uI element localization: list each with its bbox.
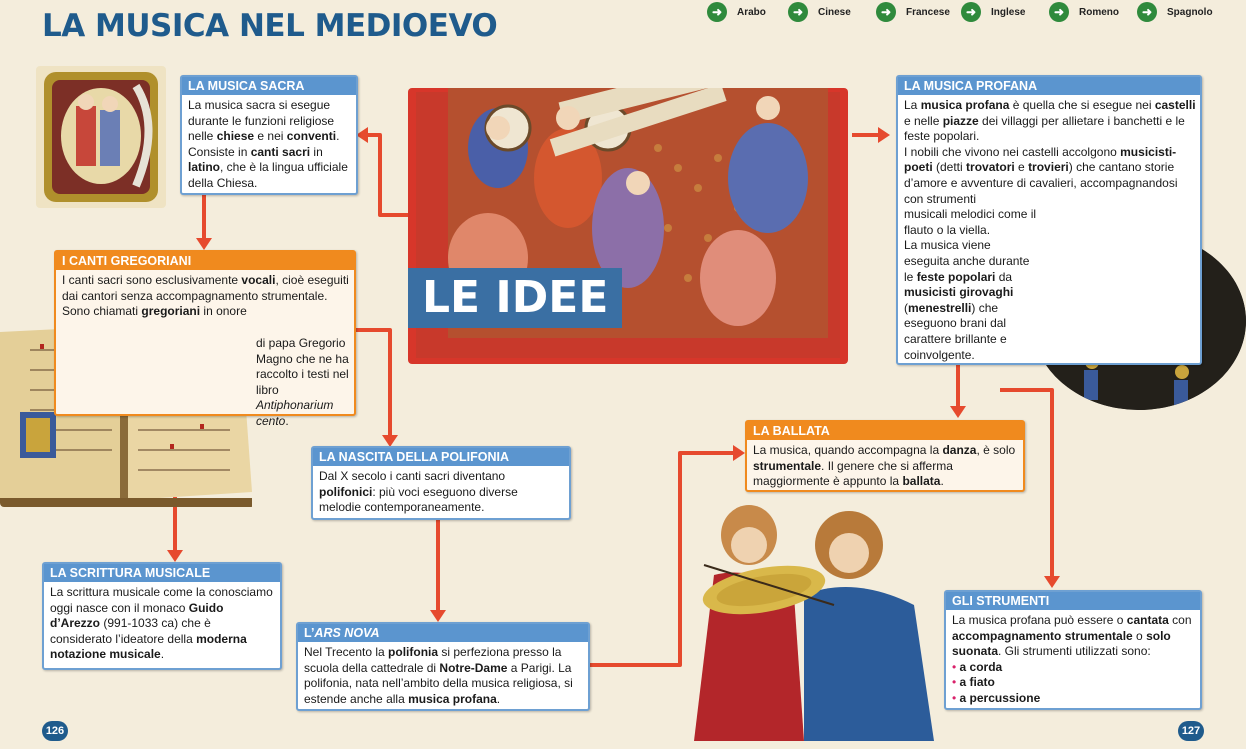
- box-text: La musica, quando accompagna la danza, è solo strumentale. Il genere che si afferma maggiormente è appunto la ballata.: [753, 443, 1016, 489]
- lang-button-arabo[interactable]: ➜ Arabo: [707, 0, 766, 24]
- box-text: La musica profana è quella che si esegue nei castelli e nelle piazze dei villaggi per allietare i banchetti e le feste popolari. I nobili che vivono nei castelli accolgono musicisti-poeti (detti trovatori e trovieri) che cantano storie d’amore e avventure di cavalieri, accompagnandosi con strumenti musicali melodici come il flauto o la viella. La musica viene eseguita anche durante le feste popolari da musicisti girovaghi (menestrelli) che eseguono brani dal carattere brillante e coinvolgente.: [904, 98, 1196, 362]
- box-title: LA BALLATA: [747, 422, 1023, 440]
- list-item: • a percussione: [952, 690, 1041, 705]
- box-text: Dal X secolo i canti sacri diventano polifonici: più voci eseguono diverse melodie contemporaneamente.: [319, 469, 518, 515]
- arrow-right-icon: ➜: [961, 2, 981, 22]
- box-canti-gregoriani: [54, 250, 356, 428]
- box-text: La musica sacra si esegue durante le funzioni religiose nelle chiese e nei conventi. Consiste in canti sacri in latino, che è la lingua ufficiale della Chiesa.: [188, 98, 348, 190]
- arrow-right-icon: ➜: [707, 2, 727, 22]
- box-strumenti: [944, 590, 1202, 710]
- list-item: • a fiato: [952, 675, 995, 690]
- box-ballata: [745, 420, 1025, 492]
- box-text: Nel Trecento la polifonia si perfeziona presso la scuola della cattedrale di Notre-Dame a Parigi. La polifonia, nata nell’ambito della musica religiosa, si estende anche alla musica profana.: [304, 645, 573, 706]
- arrow-right-icon: ➜: [788, 2, 808, 22]
- musicians-image: [694, 505, 944, 741]
- box-ars-nova: [296, 622, 590, 711]
- box-text: La scrittura musicale come la conosciamo oggi nasce con il monaco Guido d’Arezzo (991-1033 ca) che è considerato l’ideatore della moderna notazione musicale.: [50, 585, 273, 662]
- le-idee-label: LE IDEE: [408, 268, 622, 328]
- box-title: LA MUSICA SACRA: [182, 77, 356, 95]
- lang-button-inglese[interactable]: ➜ Inglese: [961, 0, 1025, 24]
- box-title: LA SCRITTURA MUSICALE: [44, 564, 280, 582]
- arrow-right-icon: ➜: [876, 2, 896, 22]
- lang-button-spagnolo[interactable]: ➜ Spagnolo: [1137, 0, 1213, 24]
- box-title: I CANTI GREGORIANI: [56, 252, 354, 270]
- arrow-right-icon: ➜: [1137, 2, 1157, 22]
- illuminated-initial-image: [36, 66, 166, 208]
- lang-button-cinese[interactable]: ➜ Cinese: [788, 0, 851, 24]
- lang-button-francese[interactable]: ➜ Francese: [876, 0, 950, 24]
- arrow-right-icon: ➜: [1049, 2, 1069, 22]
- box-title: LA MUSICA PROFANA: [898, 77, 1200, 95]
- initial-drawing: [36, 66, 166, 208]
- box-scrittura-musicale: [42, 562, 282, 670]
- list-item: • a corda: [952, 659, 1003, 674]
- page-title: LA MUSICA NEL MEDIOEVO: [42, 8, 498, 44]
- page-number-right: 127: [1178, 721, 1204, 741]
- box-musica-sacra: [180, 75, 358, 195]
- box-title: GLI STRUMENTI: [946, 592, 1200, 610]
- musicians-drawing: [694, 505, 944, 741]
- box-musica-profana: [896, 75, 1202, 365]
- page-number-left: 126: [42, 721, 68, 741]
- box-text: I canti sacri sono esclusivamente vocali, cioè eseguiti dai cantori senza accompagnamento strumentale. Sono chiamati gregoriani in onore di papa Gregorio Magno che ne ha raccolto i testi nel libro Antiphonarium cento.: [62, 273, 349, 428]
- lang-button-romeno[interactable]: ➜ Romeno: [1049, 0, 1119, 24]
- box-text: La musica profana può essere o cantata con accompagnamento strumentale o solo suonata. Gli strumenti utilizzati sono: • a corda • a fiato • a percussione: [946, 610, 1200, 710]
- box-nascita-polifonia: [311, 446, 571, 520]
- box-title: L’ARS NOVA: [298, 624, 588, 642]
- box-title: LA NASCITA DELLA POLIFONIA: [313, 448, 569, 466]
